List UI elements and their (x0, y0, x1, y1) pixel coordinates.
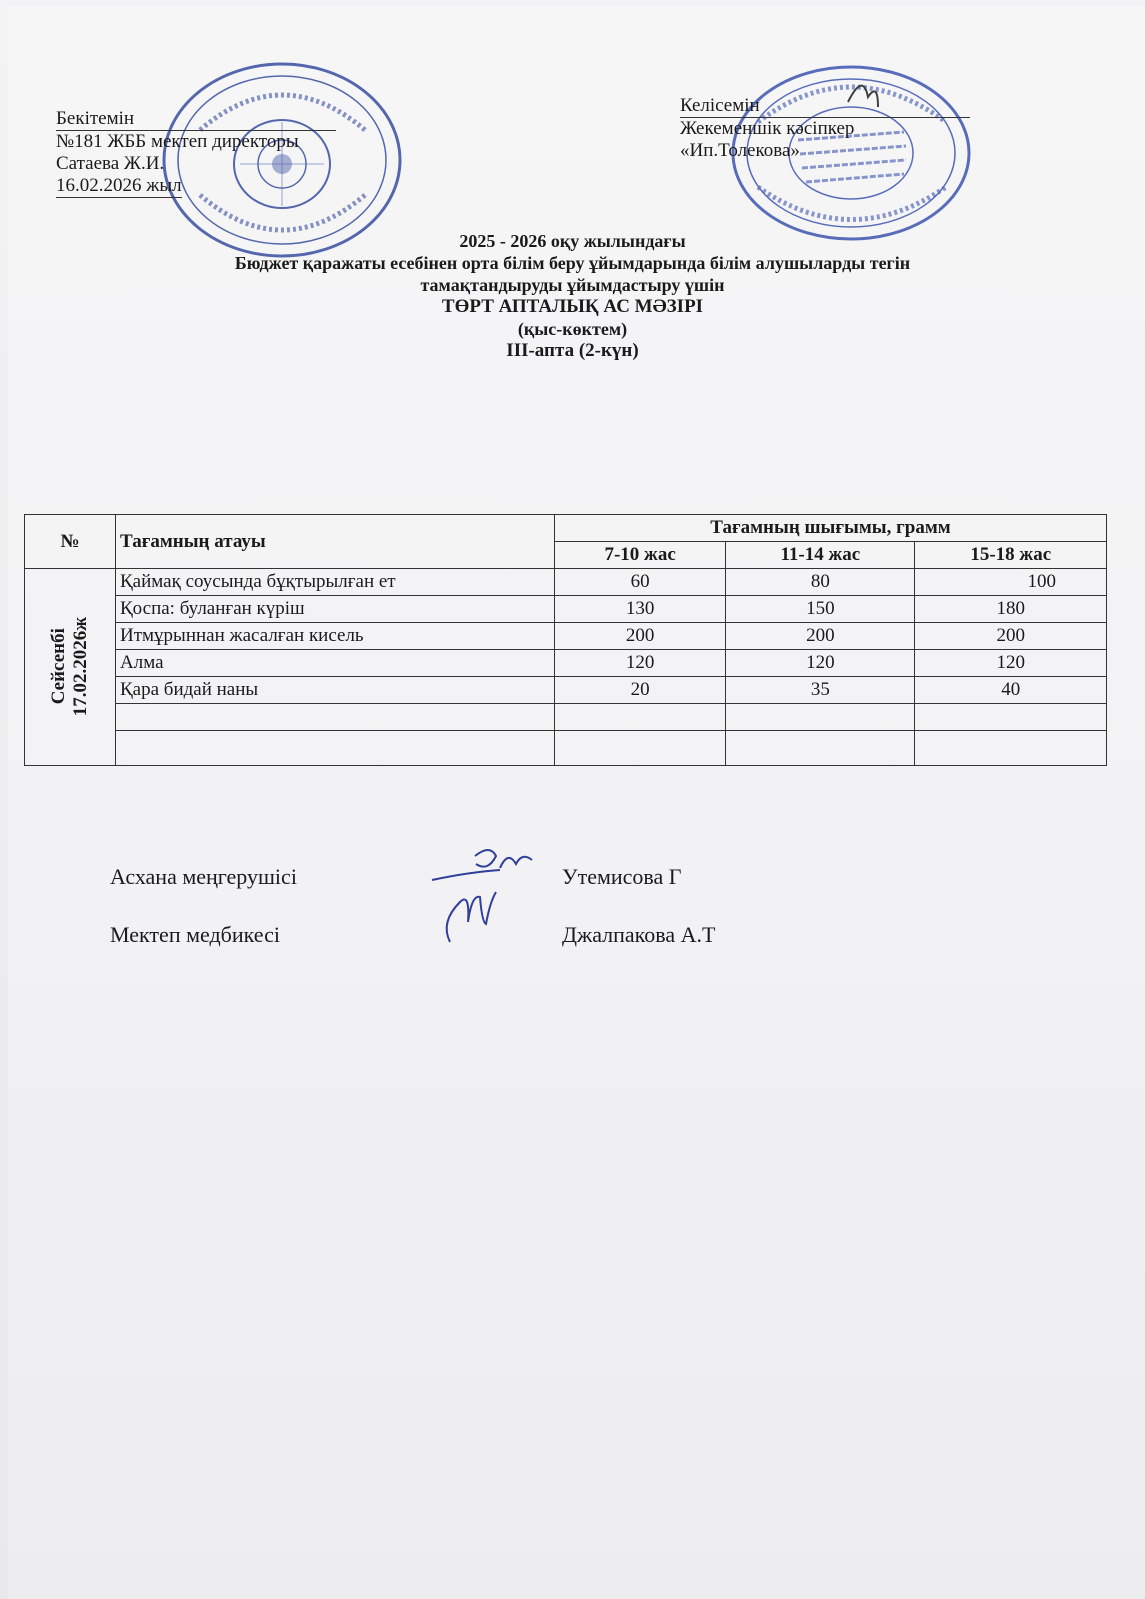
yield-11-14: 200 (726, 623, 915, 650)
approve-label: Бекітемін (56, 108, 336, 131)
table-row (25, 623, 1107, 650)
yield-15-18: 200 (915, 623, 1107, 650)
agree-company: «Ип.Толекова» (680, 140, 800, 161)
yield-15-18: 40 (915, 677, 1107, 704)
menu-table (24, 514, 1107, 766)
document-header (0, 230, 1145, 362)
header-season: (қыс-көктем) (517, 319, 628, 339)
yield-7-10 (555, 704, 726, 731)
table-row (25, 650, 1107, 677)
age-header-3: 15-18 жас (915, 542, 1107, 569)
signature-role: Асхана меңгерушісі (110, 864, 297, 889)
col-no-header: № (25, 515, 116, 569)
table-row (25, 569, 1107, 596)
yield-7-10: 60 (555, 569, 726, 596)
approval-block (56, 108, 336, 198)
header-title: ТӨРТ АПТАЛЫҚ АС МӘЗІРІ (441, 296, 704, 317)
yield-11-14 (726, 731, 915, 766)
yield-15-18: 180 (915, 596, 1107, 623)
dish-name: Қоспа: буланған күріш (116, 596, 555, 623)
yield-11-14: 35 (726, 677, 915, 704)
yield-11-14: 150 (726, 596, 915, 623)
dish-name: Алма (116, 650, 555, 677)
day-name: Сейсенбі (48, 628, 69, 706)
yield-11-14: 120 (726, 650, 915, 677)
dish-name: Қара бидай наны (116, 677, 555, 704)
yield-15-18: 100 (915, 569, 1107, 596)
header-week: ІІІ-апта (2-күн) (506, 340, 639, 361)
signature-name: Утемисова Г (562, 864, 682, 889)
table-row (25, 677, 1107, 704)
dish-name (116, 704, 555, 731)
agreement-block (680, 95, 970, 162)
col-name-header: Тағамның атауы (116, 515, 555, 569)
yield-7-10: 120 (555, 650, 726, 677)
yield-7-10: 200 (555, 623, 726, 650)
approve-date: 16.02.2026 жыл (56, 175, 182, 196)
header-line1: Бюджет қаражаты есебінен орта білім беру ұйымдарында білім алушыларды тегін (234, 253, 911, 273)
yield-11-14 (726, 704, 915, 731)
table-row (25, 596, 1107, 623)
dish-name (116, 731, 555, 766)
header-year: 2025 - 2026 оқу жылындағы (459, 231, 686, 251)
age-header-2: 11-14 жас (726, 542, 915, 569)
handwritten-signature-icon (430, 882, 520, 958)
yield-7-10: 130 (555, 596, 726, 623)
day-cell (25, 569, 116, 766)
age-header-1: 7-10 жас (555, 542, 726, 569)
dish-name: Қаймақ соусында бұқтырылған ет (116, 569, 555, 596)
yield-7-10: 20 (555, 677, 726, 704)
header-line2: тамақтандыруды ұйымдастыру үшін (420, 275, 725, 295)
day-date: 17.02.2026ж (70, 617, 91, 717)
approve-director: №181 ЖББ мектеп директоры (56, 131, 299, 152)
yield-15-18 (915, 731, 1107, 766)
agree-label: Келісемін (680, 95, 970, 118)
table-header-row (25, 515, 1107, 542)
yield-15-18 (915, 704, 1107, 731)
agree-entrepreneur: Жекеменшік кәсіпкер (680, 118, 855, 139)
signature-role: Мектеп медбикесі (110, 922, 280, 947)
dish-name: Итмұрыннан жасалған кисель (116, 623, 555, 650)
signature-name: Джалпакова А.Т (562, 922, 716, 947)
yield-15-18: 120 (915, 650, 1107, 677)
col-yield-header: Тағамның шығымы, грамм (555, 515, 1107, 542)
table-row (25, 731, 1107, 766)
yield-11-14: 80 (726, 569, 915, 596)
approve-name: Сатаева Ж.И. (56, 153, 165, 174)
yield-7-10 (555, 731, 726, 766)
table-row (25, 704, 1107, 731)
